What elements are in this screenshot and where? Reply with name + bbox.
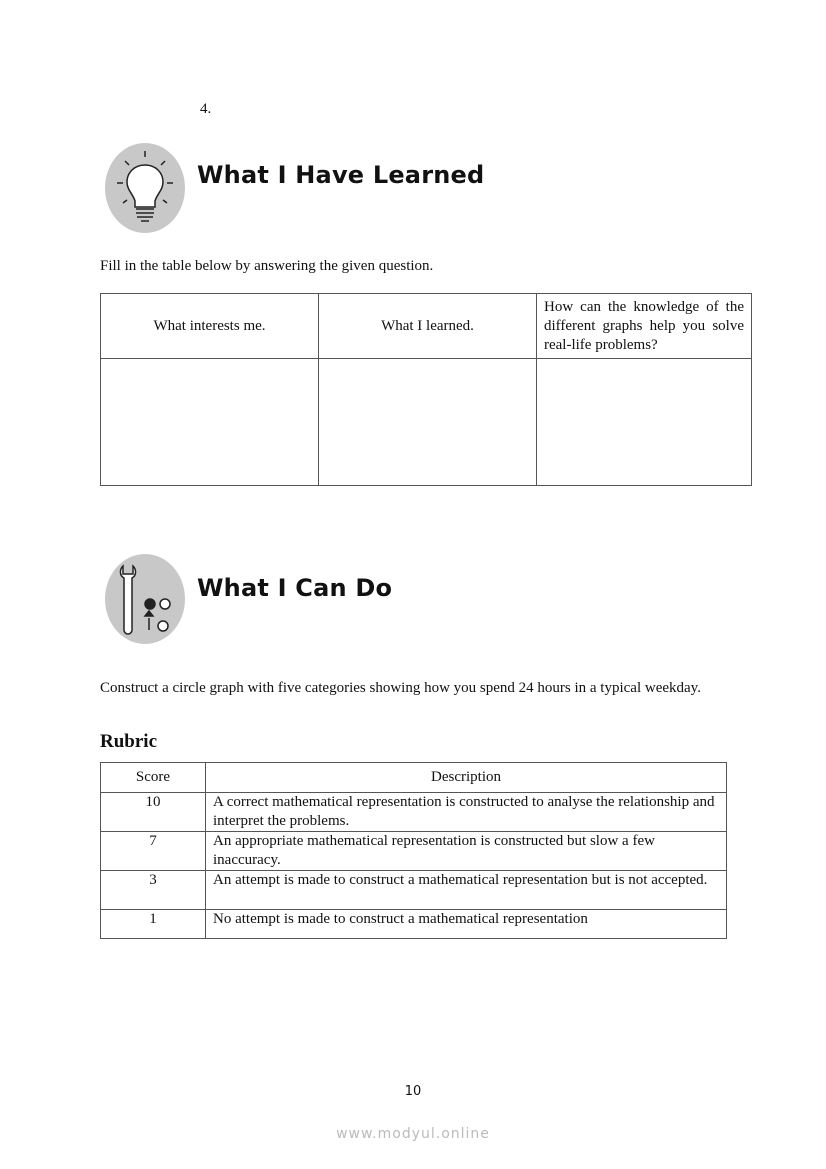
rubric-score: 10 [101, 793, 206, 832]
rubric-header-score: Score [101, 763, 206, 793]
cando-instruction: Construct a circle graph with five categories showing how you spend 24 hours in a typical weekday. [100, 680, 701, 696]
page-number: 10 [404, 1084, 422, 1099]
rubric-header-description: Description [206, 763, 727, 793]
item-number: 4. [200, 101, 212, 117]
section-title-cando: What I Can Do [197, 574, 393, 602]
wrench-tools-icon [105, 554, 185, 644]
rubric-row [101, 871, 727, 910]
rubric-row [101, 793, 727, 832]
header-knowledge: How can the knowledge of the different graphs help you solve real-life problems? [537, 294, 752, 359]
learned-instruction: Fill in the table below by answering the given question. [100, 258, 434, 274]
reflection-table [100, 293, 752, 486]
rubric-score: 7 [101, 832, 206, 871]
watermark: www.modyul.online [336, 1126, 490, 1142]
answer-cell-learned[interactable] [319, 359, 537, 486]
header-interests: What interests me. [101, 294, 319, 359]
section-title-learned: What I Have Learned [197, 161, 485, 189]
rubric-description: An appropriate mathematical representation is constructed but slow a few inaccuracy. [206, 832, 727, 871]
rubric-description: No attempt is made to construct a mathematical representation [206, 910, 727, 939]
header-learned: What I learned. [319, 294, 537, 359]
lightbulb-icon [105, 143, 185, 233]
rubric-description: A correct mathematical representation is constructed to analyse the relationship and interpret the problems. [206, 793, 727, 832]
rubric-table [100, 762, 727, 939]
answer-cell-knowledge[interactable] [537, 359, 752, 486]
answer-cell-interests[interactable] [101, 359, 319, 486]
rubric-row [101, 910, 727, 939]
rubric-title: Rubric [100, 731, 157, 752]
rubric-row [101, 832, 727, 871]
rubric-score: 3 [101, 871, 206, 910]
rubric-description: An attempt is made to construct a mathematical representation but is not accepted. [206, 871, 727, 910]
rubric-score: 1 [101, 910, 206, 939]
